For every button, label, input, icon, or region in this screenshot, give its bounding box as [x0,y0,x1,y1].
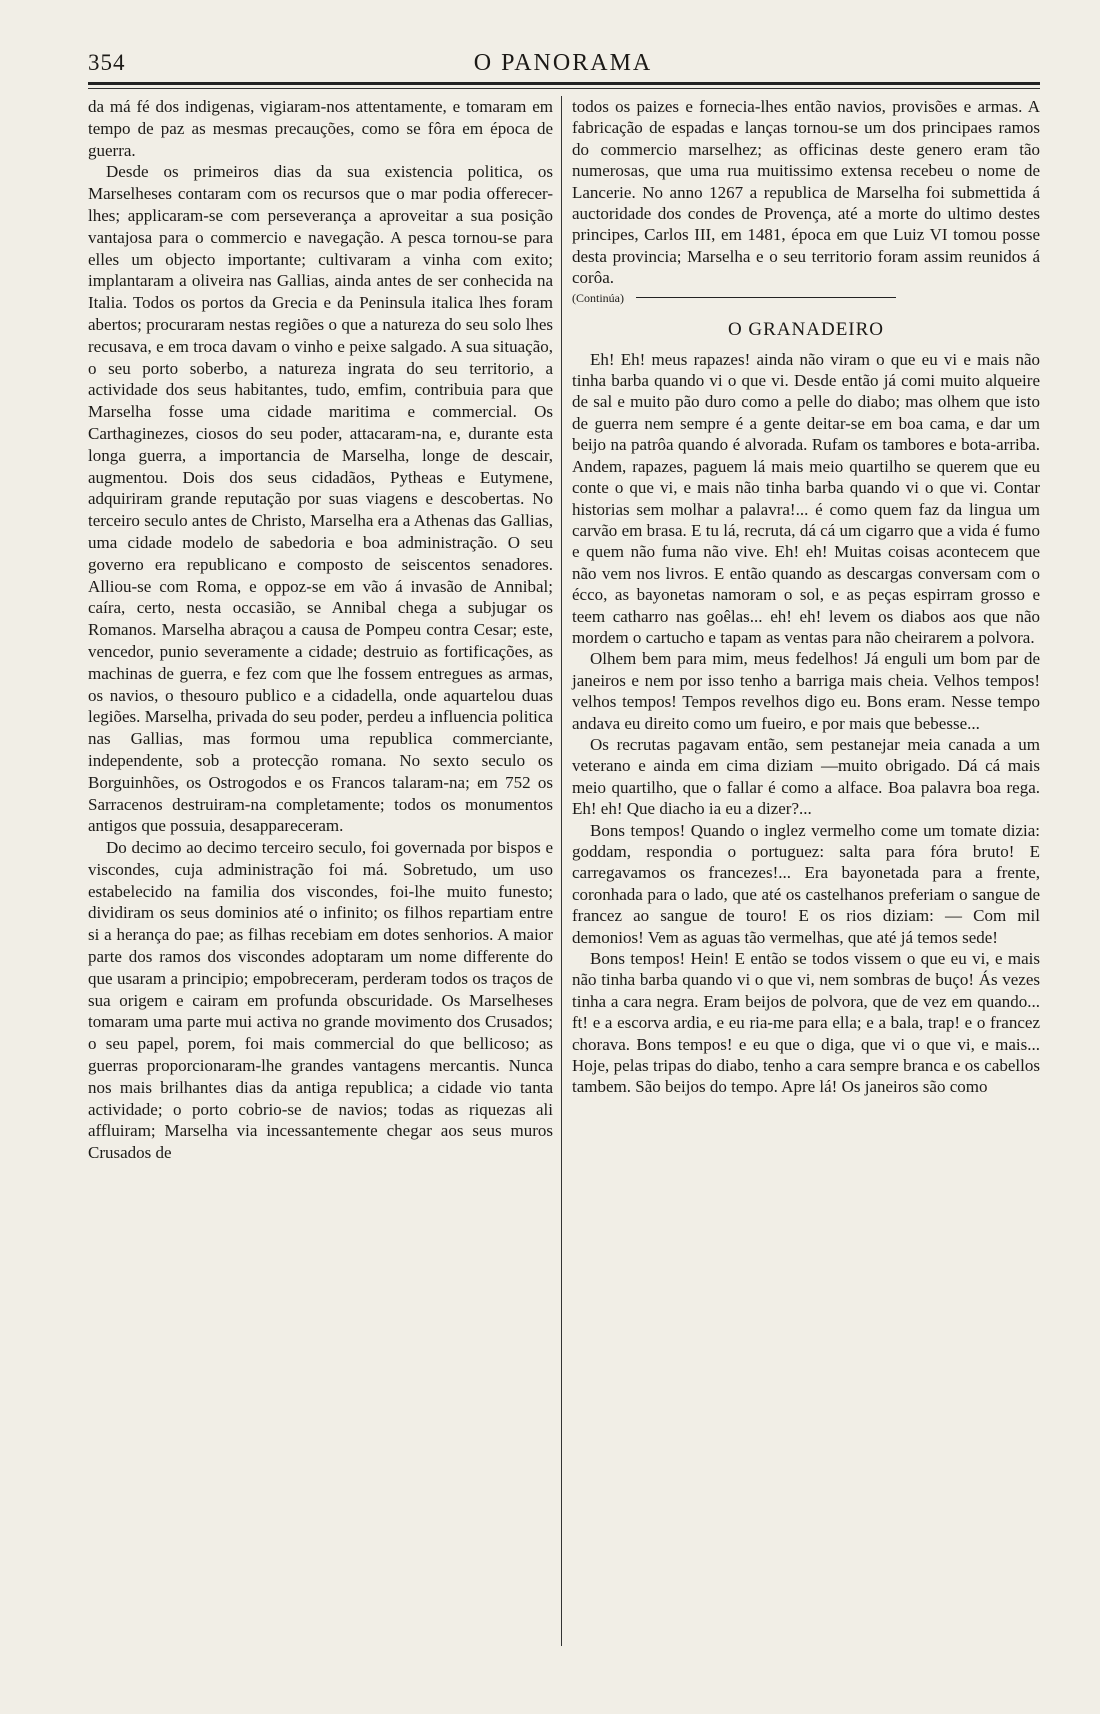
right-paragraph-4: Bons tempos! Quando o inglez vermelho come um tomate dizia: goddam, respondia o portuguez: salta para fóra bruto! E carregavamos os francezes!... Era bayonetada para a frente, coronhada para o lado, que até os castelhanos preferiam o sangue de francez ao sangue de touro! E os rios diziam: — Com mil demonios! Vem as aguas tão vermelhas, que até já temos sede! [572,820,1040,947]
right-paragraph-3: Os recrutas pagavam então, sem pestanejar meia canada a um veterano e ainda em cima diziam —muito obrigado. Dá cá mais meio quartilho, que o fallar é como a alface. Boa palavra boa rega. Eh! eh! Que diacho ia eu a dizer?... [572,734,1040,819]
journal-title: O PANORAMA [473,50,653,76]
section-title: O GRANADEIRO [727,318,885,340]
left-paragraph-3: Do decimo ao decimo terceiro seculo, foi governada por bispos e viscondes, cuja administração foi má. Sobretudo, um uso estabelecido na familia dos viscondes, foi-lhe muito funesto; dividiram os seus dominios até o infinito; os filhos repartiam entre si a herança do pae; as filhas recebiam em dotes senhorios. A maior parte dos ramos dos viscondes adoptaram um nome differente do que usaram a principio; empobreceram, perderam todos os traços de sua origem e cairam em profunda obscuridade. Os Marselheses tomaram uma parte mui activa no grande movimento dos Crusados; o seu papel, porem, foi mais commercial do que bellicoso; as guerras proporcionaram-lhe grandes vantagens mercantis. Nunca nos mais brilhantes dias da antiga republica; a cidade vio tanta actividade; o porto cobrio-se de navios; todas as riquezas ali affluiram; Marselha via incessantemente chegar aos seus muros Crusados de [88,838,553,1163]
header-rule-thick [88,82,1040,85]
left-column [88,96,553,1164]
left-paragraph-1: da má fé dos indigenas, vigiaram-nos attentamente, e tomaram em tempo de paz as mesmas precauções, como se fôra em época de guerra. [88,97,553,160]
header-rule-thin [88,88,1040,89]
page-header [88,50,1038,80]
page-number: 354 [88,50,126,75]
continua-label: (Continúa) [572,290,624,305]
right-paragraph-1: Eh! Eh! meus rapazes! ainda não viram o que eu vi e mais não tinha barba quando vi o que vi. Desde então já comi muito alqueire de sal e muito pão duro como a pelle do diabo; mas olhem que isto de guerra nem sempre é a gente deitar-se em boa cama, e dar um beijo na patrôa quando é alvorada. Rufam os tambores e bota-arriba. Andem, rapazes, paguem lá mais meio quartilho se querem que eu conte o que vi, e mais não tinha barba quando vi o que vi. Contar historias sem molhar a palavra!... é como quem faz da lingua um carvão em brasa. E tu lá, recruta, dá cá um cigarro que a vida é fumo e quem não fuma não vive. Eh! eh! Muitas coisas acontecem que não vem nos livros. E então quando as descargas conversam com o écco, as bayonetas namoram o sol, e as peças espirram grosso e teem catharro nas goêlas... eh! eh! levem os diabos aos que não mordem o cartucho e tapam as ventas para não cheirarem a polvora. [572,349,1040,647]
continua-line [572,291,1040,305]
right-paragraph-5: Bons tempos! Hein! E então se todos vissem o que eu vi, e mais não tinha barba quando vi o que vi, nem sombras de buço! Ás vezes tinha a cara negra. Eram beijos de polvora, que de vez em quando... ft! e a escorva ardia, e eu ria-me para ella; e a bala, trap! e o francez chorava. Bons tempos! e eu que o diga, que vi o que vi, e mais... Hoje, pelas tripas do diabo, tenho a cara sempre branca e os cabellos tambem. São beijos do tempo. Apre lá! Os janeiros são como [572,949,1040,1097]
right-paragraph-2: Olhem bem para mim, meus fedelhos! Já enguli um bom par de janeiros e nem por isso tenho a barriga mais cheia. Velhos tempos! velhos tempos! Tempos revelhos digo eu. Bons eram. Nesse tempo andava eu direito como um fueiro, e por mais que bebesse... [572,649,1040,733]
left-paragraph-2: Desde os primeiros dias da sua existencia politica, os Marselheses contaram com os recursos que o mar podia offerecer-lhes; applicaram-se com perseverança a aproveitar a sua posição vantajosa para o commercio e navegação. A pesca tornou-se para elles um objecto importante; cultivaram a vinha com exito; implantaram a oliveira nas Gallias, ainda antes de ser conhecida na Italia. Todos os portos da Grecia e da Peninsula italica lhes foram abertos; procuraram nestas regiões o que a natureza do seu solo lhes recusava, e em troca davam o vinho e peixe salgado. A sua situação, o seu porto soberbo, a natureza ingrata do seu territorio, a actividade dos seus habitantes, tudo, emfim, contribuia para que Marselha fosse uma cidade maritima e commercial. Os Carthaginezes, ciosos do seu poder, attacaram-na, e, durante esta longa guerra, a importancia de Marselha, longe de descair, augmentou. Dois dos seus cidadãos, Pytheas e Eutymene, adquiriram grande reputação por suas viagens e descobertas. No terceiro seculo antes de Christo, Marselha era a Athenas das Gallias, uma cidade modelo de sabedoria e boa administração. O seu governo era republicano e composto de seiscentos senadores. Alliou-se com Roma, e oppoz-se em vão á invasão de Annibal; caíra, certo, nesta occasião, se Annibal chega a subjugar os Romanos. Marselha abraçou a causa de Pompeu contra Cesar; este, vencedor, punio severamente a cidade; destruio as fortificações, as machinas de guerra, e fez com que lhe fossem entregues as armas, os navios, o thesouro publico e a cidadella, onde aquartelou duas legiões. Marselha, privada do seu poder, perdeu a influencia politica nas Gallias, mas formou uma republica commerciante, independente, sob a protecção romana. No sexto seculo os Borguinhões, os Ostrogodos e os Francos talaram-na; em 752 os Sarracenos destruiram-na completamente; todos os monumentos antigos que possuia, desappareceram. [88,162,553,836]
column-divider [561,96,562,1646]
right-continued-paragraph: todos os paizes e fornecia-lhes então navios, provisões e armas. A fabricação de espadas e lanças tornou-se um dos principaes ramos do commercio marselhez; as officinas deste genero eram tão numerosas, que uma rua muitissimo extensa recebeu o nome de Lancerie. No anno 1267 a republica de Marselha foi submettida á auctoridade dos condes de Provença, até a morte do ultimo destes principes, Carlos III, em 1481, época em que Luiz VI tomou posse desta provincia; Marselha e o seu territorio foram assim reunidos á corôa. [572,97,1040,288]
continua-rule [636,297,896,298]
right-column [572,96,1040,1098]
